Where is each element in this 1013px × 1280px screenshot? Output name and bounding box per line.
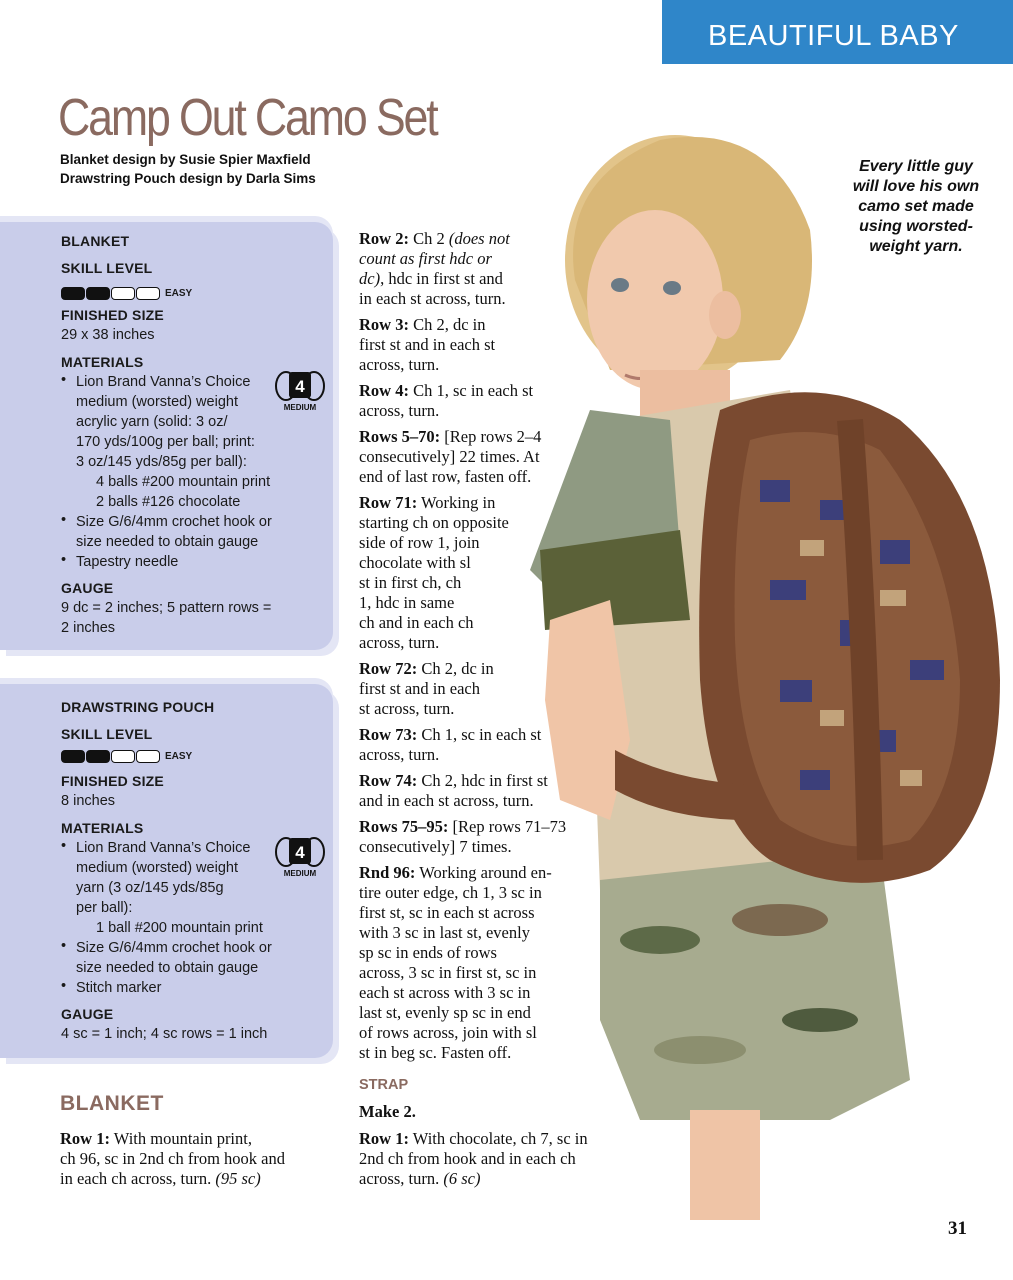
row-text: Ch 1, sc in each st bbox=[408, 381, 534, 400]
page-number: 31 bbox=[948, 1218, 967, 1239]
row-text: each st across with 3 sc in bbox=[359, 983, 531, 1002]
credit-blanket: Blanket design by Susie Spier Maxfield bbox=[60, 152, 311, 167]
skill-block-empty bbox=[136, 287, 160, 300]
row-text: with 3 sc in last st, evenly bbox=[359, 923, 530, 942]
materials-line: size needed to obtain gauge bbox=[76, 534, 259, 550]
rows75-line1 bbox=[359, 817, 566, 837]
gauge-label: GAUGE bbox=[61, 1006, 114, 1022]
bullet: • bbox=[61, 938, 67, 954]
row-text: across, turn. bbox=[359, 401, 440, 420]
row-text: starting ch on opposite bbox=[359, 513, 509, 532]
yarn-weight-icon bbox=[274, 370, 326, 414]
materials-line: 3 oz/145 yds/85g per ball): bbox=[76, 454, 247, 470]
gauge-line: 9 dc = 2 inches; 5 pattern rows = bbox=[61, 600, 272, 616]
yarn-weight-number: 4 bbox=[295, 377, 305, 396]
row-text: sp sc in ends of rows bbox=[359, 943, 497, 962]
page-title: Camp Out Camo Set bbox=[58, 89, 437, 147]
row71-line1 bbox=[359, 493, 495, 513]
photo-caption bbox=[836, 157, 996, 257]
pouch-box-title: DRAWSTRING POUCH bbox=[61, 699, 215, 715]
caption-line: using worsted- bbox=[859, 218, 973, 235]
row-text: consecutively] 7 times. bbox=[359, 837, 512, 856]
child-photo bbox=[520, 120, 1013, 1220]
row-note: count as first hdc or bbox=[359, 249, 492, 268]
strap-row1-line1 bbox=[359, 1129, 588, 1149]
section-label: BEAUTIFUL BABY bbox=[708, 20, 959, 52]
materials-line: 4 balls #200 mountain print bbox=[96, 474, 271, 490]
skill-level-meter bbox=[61, 285, 192, 299]
strap-row1-end bbox=[359, 1169, 480, 1189]
caption-line: weight yarn. bbox=[869, 238, 963, 255]
row3-line1 bbox=[359, 315, 486, 335]
bullet: • bbox=[61, 512, 67, 528]
row-text: end of last row, fasten off. bbox=[359, 467, 532, 486]
row-text: across, turn. bbox=[359, 355, 440, 374]
row-text: of rows across, join with sl bbox=[359, 1023, 537, 1042]
row-text: 1, hdc in same bbox=[359, 593, 455, 612]
row-text: Ch 1, sc in each st bbox=[417, 725, 542, 744]
row-label: Row 74: bbox=[359, 771, 418, 790]
skill-block-empty bbox=[111, 287, 135, 300]
finished-size-value: 8 inches bbox=[61, 793, 116, 809]
row-label: Rows 75–95: bbox=[359, 817, 449, 836]
credit-pouch: Drawstring Pouch design by Darla Sims bbox=[60, 171, 316, 186]
skill-block-filled bbox=[86, 287, 110, 300]
row74-line1 bbox=[359, 771, 548, 791]
skill-block-filled bbox=[61, 287, 85, 300]
section-tab bbox=[662, 0, 1013, 64]
gauge-line: 2 inches bbox=[61, 620, 116, 636]
row-text: Ch 2, dc in bbox=[417, 659, 494, 678]
bullet: • bbox=[61, 372, 67, 388]
row-text: Ch 2, hdc in first st bbox=[417, 771, 548, 790]
row73-line1 bbox=[359, 725, 541, 745]
row-label: Row 72: bbox=[359, 659, 418, 678]
strap-heading: STRAP bbox=[359, 1077, 409, 1093]
materials-line: Lion Brand Vanna’s Choice bbox=[76, 840, 251, 856]
row2-line3 bbox=[359, 269, 503, 289]
row-text: With mountain print, bbox=[109, 1129, 252, 1148]
row-text: consecutively] 22 times. At bbox=[359, 447, 540, 466]
materials-line: per ball): bbox=[76, 900, 133, 916]
materials-line: Size G/6/4mm crochet hook or bbox=[76, 514, 272, 530]
row2-line2 bbox=[359, 249, 492, 269]
row-text: Ch 2 bbox=[408, 229, 449, 248]
yarn-weight-label: MEDIUM bbox=[283, 869, 317, 878]
skill-level-value: EASY bbox=[165, 750, 193, 762]
row-text: across, turn. bbox=[359, 745, 440, 764]
row-text: st in beg sc. Fasten off. bbox=[359, 1043, 512, 1062]
materials-label: MATERIALS bbox=[61, 354, 144, 370]
row4-line1 bbox=[359, 381, 533, 401]
bullet: • bbox=[61, 838, 67, 854]
caption-line: will love his own bbox=[852, 178, 980, 195]
materials-line: Stitch marker bbox=[76, 980, 162, 996]
pouch-info-box bbox=[0, 684, 333, 1058]
blanket-heading: BLANKET bbox=[60, 1092, 164, 1115]
skill-block-filled bbox=[61, 750, 85, 763]
row-text: 2nd ch from hook and in each ch bbox=[359, 1149, 576, 1168]
skill-level-label: SKILL LEVEL bbox=[61, 726, 153, 742]
row-label: Row 71: bbox=[359, 493, 418, 512]
stitch-count: (95 sc) bbox=[215, 1169, 261, 1188]
row-text: across, turn. bbox=[359, 1169, 444, 1188]
rnd96-line1 bbox=[359, 863, 552, 883]
row-text: in each ch across, turn. bbox=[60, 1169, 216, 1188]
skill-block-empty bbox=[111, 750, 135, 763]
row-label: Row 4: bbox=[359, 381, 409, 400]
rows5-line1 bbox=[359, 427, 541, 447]
row-text: tire outer edge, ch 1, 3 sc in bbox=[359, 883, 542, 902]
materials-line: Tapestry needle bbox=[76, 554, 179, 570]
row72-line1 bbox=[359, 659, 494, 679]
materials-line: size needed to obtain gauge bbox=[76, 960, 259, 976]
row-text: across, 3 sc in first st, sc in bbox=[359, 963, 537, 982]
bullet: • bbox=[61, 978, 67, 994]
row-text: , hdc in first st and bbox=[380, 269, 503, 288]
blanket-row1-end bbox=[60, 1169, 261, 1189]
row-text: st across, turn. bbox=[359, 699, 455, 718]
materials-line: 2 balls #126 chocolate bbox=[96, 494, 241, 510]
row-text: [Rep rows 2–4 bbox=[440, 427, 542, 446]
skill-level-meter bbox=[61, 748, 192, 762]
gauge-value: 4 sc = 1 inch; 4 sc rows = 1 inch bbox=[61, 1026, 268, 1042]
row-text: side of row 1, join bbox=[359, 533, 480, 552]
row-text: first st and in each bbox=[359, 679, 480, 698]
caption-line: Every little guy bbox=[859, 158, 973, 175]
skill-level-label: SKILL LEVEL bbox=[61, 260, 153, 276]
row-label: Row 3: bbox=[359, 315, 409, 334]
materials-line: Size G/6/4mm crochet hook or bbox=[76, 940, 272, 956]
finished-size-value: 29 x 38 inches bbox=[61, 327, 155, 343]
row-text: [Rep rows 71–73 bbox=[448, 817, 567, 836]
yarn-weight-label: MEDIUM bbox=[283, 403, 317, 412]
caption-line: camo set made bbox=[858, 198, 974, 215]
bullet: • bbox=[61, 552, 67, 568]
row-text: first st and in each st bbox=[359, 335, 496, 354]
row-label: Row 1: bbox=[60, 1129, 110, 1148]
row-text: ch 96, sc in 2nd ch from hook and bbox=[60, 1149, 285, 1168]
materials-line: Lion Brand Vanna’s Choice bbox=[76, 374, 251, 390]
materials-label: MATERIALS bbox=[61, 820, 144, 836]
row-text: first st, sc in each st across bbox=[359, 903, 535, 922]
blanket-box-title: BLANKET bbox=[61, 233, 130, 249]
row-text: With chocolate, ch 7, sc in bbox=[408, 1129, 588, 1148]
finished-size-label: FINISHED SIZE bbox=[61, 773, 164, 789]
yarn-weight-number: 4 bbox=[295, 843, 305, 862]
row-note: dc) bbox=[359, 269, 381, 288]
blanket-row1 bbox=[60, 1129, 252, 1149]
row-label: Row 2: bbox=[359, 229, 409, 248]
row-text: ch and in each ch bbox=[359, 613, 474, 632]
row-text: in each st across, turn. bbox=[359, 289, 506, 308]
row-label: Row 73: bbox=[359, 725, 418, 744]
materials-line: acrylic yarn (solid: 3 oz/ bbox=[76, 414, 228, 430]
row-text: across, turn. bbox=[359, 633, 440, 652]
row-label: Rows 5–70: bbox=[359, 427, 441, 446]
row-text: and in each st across, turn. bbox=[359, 791, 534, 810]
materials-line: yarn (3 oz/145 yds/85g bbox=[76, 880, 224, 896]
row-label: Rnd 96: bbox=[359, 863, 416, 882]
row2-line1 bbox=[359, 229, 510, 249]
row-label: Row 1: bbox=[359, 1129, 409, 1148]
gauge-label: GAUGE bbox=[61, 580, 114, 596]
finished-size-label: FINISHED SIZE bbox=[61, 307, 164, 323]
materials-line: medium (worsted) weight bbox=[76, 860, 238, 876]
row-text: st in first ch, ch bbox=[359, 573, 462, 592]
strap-make: Make 2. bbox=[359, 1102, 416, 1121]
skill-level-value: EASY bbox=[165, 287, 193, 299]
skill-block-filled bbox=[86, 750, 110, 763]
row-text: last st, evenly sp sc in end bbox=[359, 1003, 531, 1022]
materials-line: medium (worsted) weight bbox=[76, 394, 238, 410]
materials-line: 1 ball #200 mountain print bbox=[96, 920, 263, 936]
row-text: Working around en- bbox=[415, 863, 552, 882]
stitch-count: (6 sc) bbox=[443, 1169, 481, 1188]
row-note: (does not bbox=[448, 229, 510, 248]
row-text: chocolate with sl bbox=[359, 553, 471, 572]
row-text: Working in bbox=[417, 493, 496, 512]
skill-block-empty bbox=[136, 750, 160, 763]
blanket-info-box bbox=[0, 222, 333, 650]
row-text: Ch 2, dc in bbox=[408, 315, 486, 334]
yarn-weight-icon bbox=[274, 836, 326, 880]
materials-line: 170 yds/100g per ball; print: bbox=[76, 434, 255, 450]
